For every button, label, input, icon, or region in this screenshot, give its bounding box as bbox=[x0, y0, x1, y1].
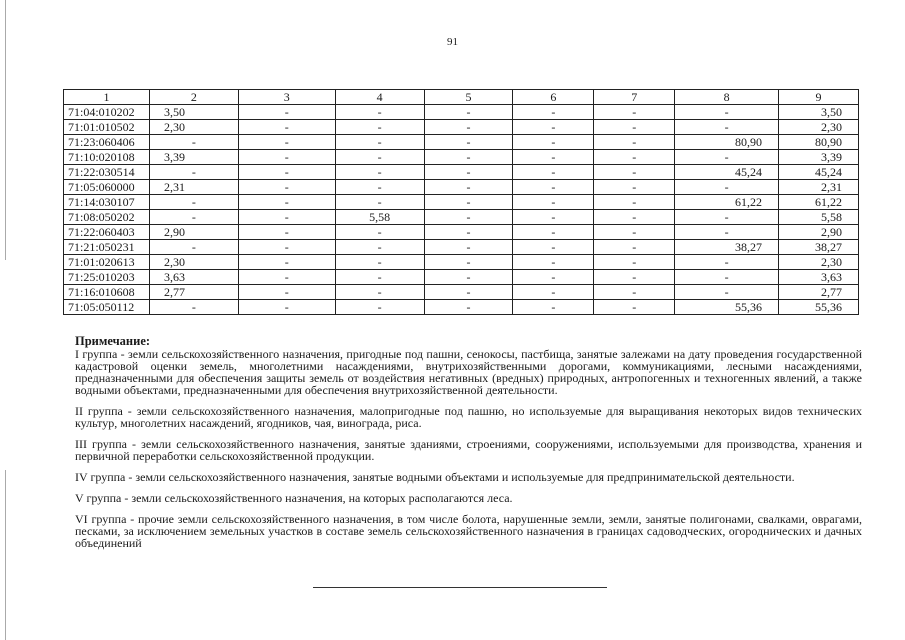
table-row bbox=[64, 285, 859, 300]
cadastral-number-cell: 71:14:030107 bbox=[64, 195, 150, 210]
table-cell: - bbox=[594, 300, 675, 315]
table-cell: 80,90 bbox=[779, 135, 859, 150]
table-cell: - bbox=[335, 120, 424, 135]
table-cell: 45,24 bbox=[675, 165, 779, 180]
table-cell: 2,90 bbox=[149, 225, 238, 240]
table-cell: - bbox=[594, 180, 675, 195]
note-group-5: V группа - земли сельскохозяйственного назначения, на которых располагаются леса. bbox=[75, 491, 513, 505]
table-cell: - bbox=[513, 225, 594, 240]
table-cell: - bbox=[424, 105, 513, 120]
table-cell: - bbox=[335, 195, 424, 210]
table-cell: - bbox=[424, 165, 513, 180]
table-cell: 3,39 bbox=[779, 150, 859, 165]
table-cell: - bbox=[335, 255, 424, 270]
table-cell: - bbox=[149, 165, 238, 180]
table-cell: - bbox=[675, 120, 779, 135]
table-row bbox=[64, 300, 859, 315]
table-row bbox=[64, 165, 859, 180]
table-cell: - bbox=[238, 300, 335, 315]
table-cell: - bbox=[675, 150, 779, 165]
table-cell: - bbox=[424, 225, 513, 240]
table-cell: - bbox=[675, 105, 779, 120]
cadastral-number-cell: 71:08:050202 bbox=[64, 210, 150, 225]
table-cell: - bbox=[335, 285, 424, 300]
table-cell: 2,31 bbox=[149, 180, 238, 195]
table-cell: 61,22 bbox=[675, 195, 779, 210]
table-cell: - bbox=[594, 195, 675, 210]
note-group-6: VI группа - прочие земли сельскохозяйственного назначения, в том числе болота, нарушенные земли, земли, занятые полигонами, свалками, оврагами, песками, за исключением земельных участков в составе земель сельскохозяйственного назначения в границах садоводческих, огороднических и дачных объединений bbox=[75, 512, 862, 550]
note-group-4: IV группа - земли сельскохозяйственного назначения, занятые водными объектами и используемые для предпринимательской деятельности. bbox=[75, 470, 795, 484]
table-cell: - bbox=[675, 255, 779, 270]
table-cell: - bbox=[594, 120, 675, 135]
page-number: 91 bbox=[447, 36, 458, 48]
table-cell: - bbox=[335, 105, 424, 120]
table-cell: - bbox=[238, 165, 335, 180]
notes-section bbox=[75, 335, 862, 558]
table-cell: - bbox=[675, 210, 779, 225]
table-cell: - bbox=[424, 210, 513, 225]
table-cell: - bbox=[594, 135, 675, 150]
table-cell: - bbox=[238, 180, 335, 195]
column-header: 5 bbox=[424, 90, 513, 105]
table-cell: - bbox=[149, 210, 238, 225]
table-cell: 2,30 bbox=[779, 255, 859, 270]
cadastral-number-cell: 71:21:050231 bbox=[64, 240, 150, 255]
table-cell: 45,24 bbox=[779, 165, 859, 180]
table-cell: - bbox=[513, 195, 594, 210]
table-cell: 2,30 bbox=[149, 120, 238, 135]
table-cell: 2,77 bbox=[779, 285, 859, 300]
table-cell: - bbox=[335, 180, 424, 195]
table-cell: - bbox=[513, 135, 594, 150]
table-cell: - bbox=[513, 105, 594, 120]
table-cell: - bbox=[335, 150, 424, 165]
table-cell: - bbox=[424, 300, 513, 315]
table-cell: - bbox=[238, 195, 335, 210]
table-cell: - bbox=[424, 180, 513, 195]
table-cell: - bbox=[675, 285, 779, 300]
table-row bbox=[64, 105, 859, 120]
table-cell: 5,58 bbox=[335, 210, 424, 225]
table-cell: - bbox=[594, 285, 675, 300]
table-cell: - bbox=[238, 285, 335, 300]
table-row bbox=[64, 195, 859, 210]
column-header: 9 bbox=[779, 90, 859, 105]
table-cell: - bbox=[513, 285, 594, 300]
table-cell: - bbox=[513, 150, 594, 165]
note-group-2: II группа - земли сельскохозяйственного назначения, малопригодные под пашню, но используемые для выращивания некоторых видов технических культур, многолетних насаждений, ягодников, чая, винограда, риса. bbox=[75, 404, 862, 430]
table-cell: - bbox=[335, 225, 424, 240]
table-cell: - bbox=[513, 165, 594, 180]
note-group-3: III группа - земли сельскохозяйственного назначения, занятые зданиями, строениями, сооружениями, используемыми для производства, хранения и первичной переработки сельскохозяйственной продукции. bbox=[75, 437, 862, 463]
table-cell: - bbox=[149, 195, 238, 210]
table-cell: - bbox=[149, 300, 238, 315]
table-cell: - bbox=[513, 120, 594, 135]
table-cell: - bbox=[675, 270, 779, 285]
cadastral-number-cell: 71:01:010502 bbox=[64, 120, 150, 135]
table-cell: - bbox=[424, 285, 513, 300]
table-cell: - bbox=[238, 105, 335, 120]
table-row bbox=[64, 135, 859, 150]
table-cell: 3,39 bbox=[149, 150, 238, 165]
table-cell: - bbox=[594, 225, 675, 240]
column-header: 2 bbox=[149, 90, 238, 105]
table-header-row bbox=[64, 90, 859, 105]
cadastral-number-cell: 71:05:050112 bbox=[64, 300, 150, 315]
table-cell: - bbox=[675, 180, 779, 195]
table-cell: - bbox=[335, 240, 424, 255]
table-cell: 3,63 bbox=[149, 270, 238, 285]
table-cell: - bbox=[594, 105, 675, 120]
table-row bbox=[64, 240, 859, 255]
table-cell: - bbox=[335, 165, 424, 180]
table-cell: - bbox=[513, 300, 594, 315]
table-cell: - bbox=[424, 135, 513, 150]
table-cell: - bbox=[335, 270, 424, 285]
table-cell: - bbox=[335, 300, 424, 315]
table-cell: - bbox=[675, 225, 779, 240]
table-cell: - bbox=[238, 210, 335, 225]
scan-edge-mark bbox=[5, 470, 6, 640]
table-cell: - bbox=[238, 150, 335, 165]
table-cell: 55,36 bbox=[779, 300, 859, 315]
table-cell: - bbox=[513, 240, 594, 255]
table-cell: - bbox=[594, 270, 675, 285]
cadastral-number-cell: 71:01:020613 bbox=[64, 255, 150, 270]
table-row bbox=[64, 225, 859, 240]
table-cell: 5,58 bbox=[779, 210, 859, 225]
land-table bbox=[63, 89, 859, 315]
footer-rule bbox=[313, 587, 607, 588]
cadastral-number-cell: 71:22:030514 bbox=[64, 165, 150, 180]
table-cell: - bbox=[513, 210, 594, 225]
table-row bbox=[64, 210, 859, 225]
table-cell: - bbox=[513, 180, 594, 195]
table-row bbox=[64, 180, 859, 195]
table-cell: 38,27 bbox=[779, 240, 859, 255]
table-cell: 2,77 bbox=[149, 285, 238, 300]
column-header: 6 bbox=[513, 90, 594, 105]
table-cell: - bbox=[238, 225, 335, 240]
table-cell: - bbox=[424, 120, 513, 135]
table-cell: - bbox=[594, 165, 675, 180]
table-cell: - bbox=[594, 240, 675, 255]
table-row bbox=[64, 255, 859, 270]
cadastral-number-cell: 71:25:010203 bbox=[64, 270, 150, 285]
table-cell: - bbox=[513, 255, 594, 270]
note-group-1: I группа - земли сельскохозяйственного назначения, пригодные под пашни, сенокосы, пастбища, занятые залежами на дату проведения государственной кадастровой оценки земель, многолетними насаждениями, внутрихозяйственными дорогами, коммуникациями, лесными насаждениями, предназначенными для обеспечения защиты земель от воздействия негативных (вредных) природных, антропогенных и техногенных явлений, а также водными объектами, предназначенными для обеспечения внутрихозяйственной деятельности. bbox=[75, 347, 862, 397]
table-cell: - bbox=[238, 255, 335, 270]
column-header: 8 bbox=[675, 90, 779, 105]
table-cell: - bbox=[594, 150, 675, 165]
column-header: 4 bbox=[335, 90, 424, 105]
table-cell: 2,30 bbox=[149, 255, 238, 270]
table-cell: - bbox=[238, 240, 335, 255]
table-cell: 38,27 bbox=[675, 240, 779, 255]
cadastral-number-cell: 71:10:020108 bbox=[64, 150, 150, 165]
table-cell: 3,50 bbox=[779, 105, 859, 120]
cadastral-number-cell: 71:05:060000 bbox=[64, 180, 150, 195]
table-cell: - bbox=[424, 270, 513, 285]
table-cell: 2,90 bbox=[779, 225, 859, 240]
table-row bbox=[64, 120, 859, 135]
cadastral-number-cell: 71:23:060406 bbox=[64, 135, 150, 150]
table-cell: 2,30 bbox=[779, 120, 859, 135]
table-cell: - bbox=[424, 150, 513, 165]
column-header: 7 bbox=[594, 90, 675, 105]
table-cell: 80,90 bbox=[675, 135, 779, 150]
table-cell: - bbox=[424, 195, 513, 210]
column-header: 3 bbox=[238, 90, 335, 105]
table-cell: - bbox=[513, 270, 594, 285]
cadastral-number-cell: 71:16:010608 bbox=[64, 285, 150, 300]
notes-heading: Примечание: bbox=[75, 334, 151, 348]
table-cell: - bbox=[238, 120, 335, 135]
column-header: 1 bbox=[64, 90, 150, 105]
table-cell: - bbox=[149, 135, 238, 150]
table-cell: - bbox=[149, 240, 238, 255]
table-cell: 2,31 bbox=[779, 180, 859, 195]
table-cell: - bbox=[238, 135, 335, 150]
table-cell: 3,50 bbox=[149, 105, 238, 120]
cadastral-number-cell: 71:04:010202 bbox=[64, 105, 150, 120]
table-cell: - bbox=[424, 240, 513, 255]
table-cell: - bbox=[594, 255, 675, 270]
table-cell: 3,63 bbox=[779, 270, 859, 285]
table-body bbox=[64, 105, 859, 315]
table-row bbox=[64, 150, 859, 165]
table-cell: - bbox=[238, 270, 335, 285]
table-cell: - bbox=[594, 210, 675, 225]
table-cell: 55,36 bbox=[675, 300, 779, 315]
table-cell: 61,22 bbox=[779, 195, 859, 210]
table-row bbox=[64, 270, 859, 285]
table-cell: - bbox=[335, 135, 424, 150]
table-cell: - bbox=[424, 255, 513, 270]
cadastral-number-cell: 71:22:060403 bbox=[64, 225, 150, 240]
